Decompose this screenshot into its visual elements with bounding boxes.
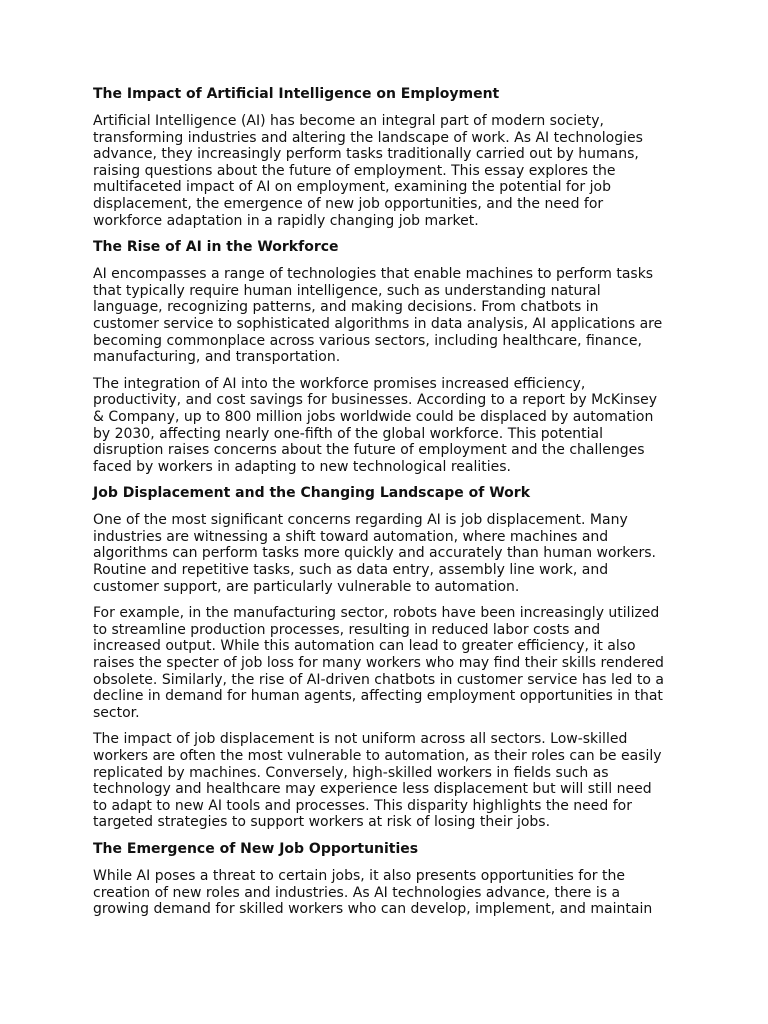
text-line: multifaceted impact of AI on employment, examining the potential for job	[93, 179, 611, 196]
text-line: becoming commonplace across various sectors, including healthcare, finance,	[93, 332, 642, 349]
text-line: AI encompasses a range of technologies that enable machines to perform tasks	[93, 266, 654, 283]
text-line: The Rise of AI in the Workforce	[93, 239, 339, 256]
body-paragraph	[93, 868, 678, 918]
body-paragraph	[93, 266, 678, 366]
text-line: workforce adaptation in a rapidly changing job market.	[93, 212, 479, 229]
text-line: faced by workers in adapting to new technological realities.	[93, 458, 512, 475]
text-line: The Impact of Artificial Intelligence on Employment	[93, 86, 500, 102]
body-paragraph	[93, 731, 678, 831]
text-line: For example, in the manufacturing sector, robots have been increasingly utilized	[93, 605, 660, 622]
text-line: manufacturing, and transportation.	[93, 349, 341, 366]
text-line: to streamline production processes, resulting in reduced labor costs and	[93, 621, 601, 638]
text-line: targeted strategies to support workers at risk of losing their jobs.	[93, 814, 551, 831]
body-paragraph	[93, 512, 678, 595]
text-line: The Emergence of New Job Opportunities	[93, 840, 419, 857]
text-line: raising questions about the future of employment. This essay explores the	[93, 162, 616, 179]
text-line: algorithms can perform tasks more quickly and accurately than human workers.	[93, 545, 657, 562]
body-paragraph	[93, 376, 678, 476]
text-line: technology and healthcare may experience less displacement but will still need	[93, 781, 652, 798]
section-heading	[93, 86, 678, 103]
text-line: that typically require human intelligence, such as understanding natural	[93, 282, 601, 299]
text-line: The integration of AI into the workforce promises increased efficiency,	[93, 375, 586, 392]
text-line: displacement, the emergence of new job opportunities, and the need for	[93, 195, 604, 212]
text-line: customer service to sophisticated algorithms in data analysis, AI applications are	[93, 315, 663, 332]
text-line: industries are witnessing a shift toward automation, where machines and	[93, 528, 609, 545]
text-line: The impact of job displacement is not uniform across all sectors. Low-skilled	[93, 731, 628, 748]
text-line: customer support, are particularly vulnerable to automation.	[93, 578, 520, 595]
text-line: raises the specter of job loss for many workers who may find their skills rendered	[93, 655, 664, 672]
text-line: growing demand for skilled workers who can develop, implement, and maintain	[93, 901, 653, 918]
body-paragraph	[93, 113, 678, 229]
body-paragraph	[93, 605, 678, 721]
text-line: decline in demand for human agents, affecting employment opportunities in that	[93, 688, 663, 705]
text-line: productivity, and cost savings for businesses. According to a report by McKinsey	[93, 392, 658, 409]
text-line: replicated by machines. Conversely, high-skilled workers in fields such as	[93, 764, 609, 781]
text-line: obsolete. Similarly, the rise of AI-driven chatbots in customer service has led to a	[93, 671, 664, 688]
text-line: creation of new roles and industries. As AI technologies advance, there is a	[93, 884, 621, 901]
text-line: While AI poses a threat to certain jobs, it also presents opportunities for the	[93, 867, 625, 884]
text-line: disruption raises concerns about the future of employment and the challenges	[93, 442, 645, 459]
text-line: increased output. While this automation can lead to greater efficiency, it also	[93, 638, 636, 655]
document-page	[93, 86, 678, 928]
text-line: workers are often the most vulnerable to automation, as their roles can be easily	[93, 748, 662, 764]
text-line: Artificial Intelligence (AI) has become an integral part of modern society,	[93, 113, 604, 129]
text-line: Routine and repetitive tasks, such as data entry, assembly line work, and	[93, 562, 609, 579]
text-line: language, recognizing patterns, and making decisions. From chatbots in	[93, 299, 599, 316]
text-line: transforming industries and altering the landscape of work. As AI technologies	[93, 129, 643, 146]
section-heading	[93, 841, 678, 858]
text-line: One of the most significant concerns regarding AI is job displacement. Many	[93, 512, 628, 529]
section-heading	[93, 239, 678, 256]
text-line: advance, they increasingly perform tasks traditionally carried out by humans,	[93, 146, 639, 163]
text-line: to adapt to new AI tools and processes. This disparity highlights the need for	[93, 797, 632, 814]
text-line: Job Displacement and the Changing Landscape of Work	[93, 485, 531, 502]
section-heading	[93, 485, 678, 502]
text-line: & Company, up to 800 million jobs worldwide could be displaced by automation	[93, 408, 654, 425]
text-line: sector.	[93, 704, 140, 721]
text-line: by 2030, affecting nearly one-fifth of the global workforce. This potential	[93, 425, 604, 442]
